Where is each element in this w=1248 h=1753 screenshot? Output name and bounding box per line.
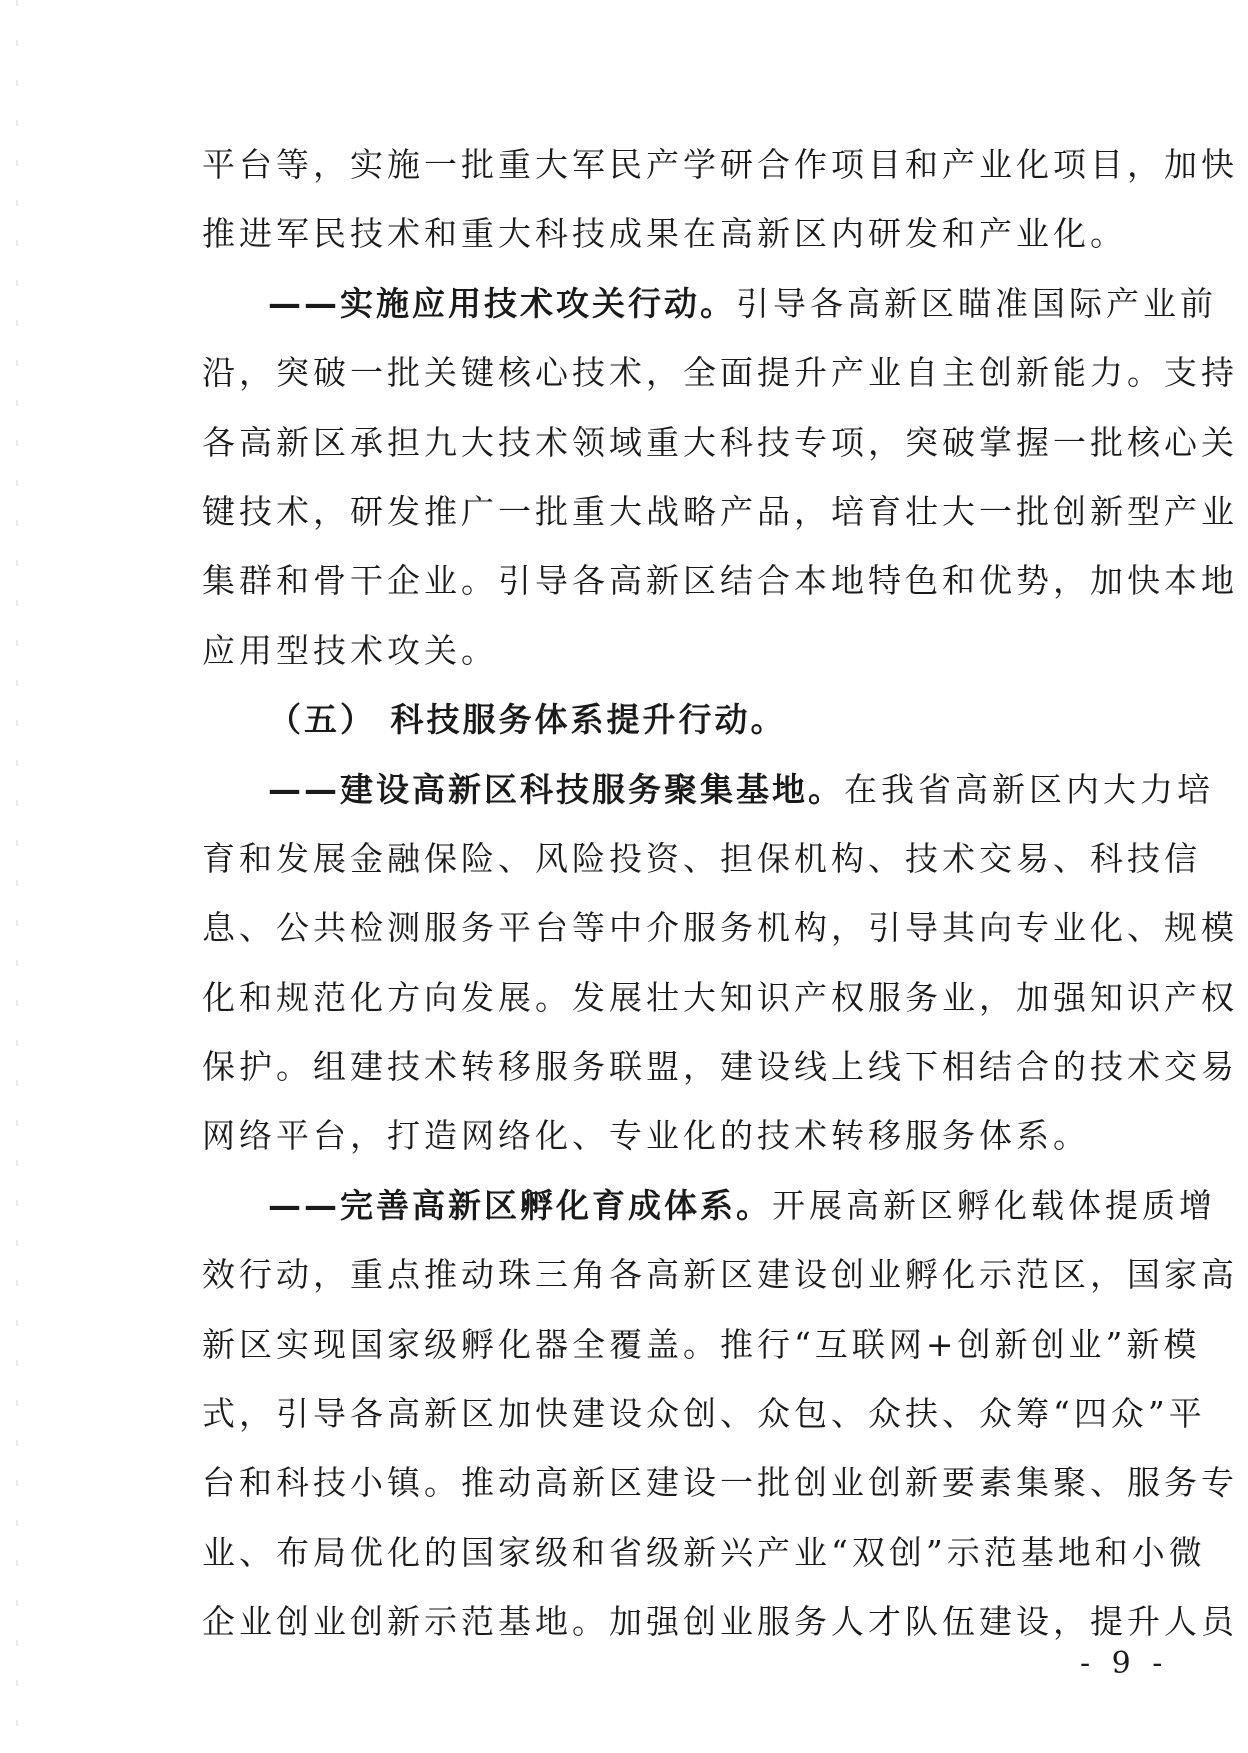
section-heading: （五） 科技服务体系提升行动。 [268,700,787,740]
text-line: ——实施应用技术攻关行动。引导各高新区瞄准国际产业前 [268,283,1217,323]
text-line: 台和科技小镇。推动高新区建设一批创业创新要素集聚、服务专 [202,1463,1238,1503]
text-line: 育和发展金融保险、风险投资、担保机构、技术交易、科技信 [202,838,1201,878]
page-number: - 9 - [1080,1646,1169,1681]
text-line: 新区实现国家级孵化器全覆盖。推行“互联网+创新创业”新模 [202,1324,1201,1364]
text-line: 集群和骨干企业。引导各高新区结合本地特色和优势，加快本地 [202,561,1238,601]
text-line: 业、布局优化的国家级和省级新兴产业“双创”示范基地和小微 [202,1532,1206,1572]
text-line: 效行动，重点推动珠三角各高新区建设创业孵化示范区，国家高 [202,1255,1238,1295]
text-line: 应用型技术攻关。 [202,630,498,670]
text-line: 推进军民技术和重大科技成果在高新区内研发和产业化。 [202,214,1127,254]
text-line: 网络平台，打造网络化、专业化的技术转移服务体系。 [202,1116,1090,1156]
body-text [202,136,1238,1663]
text-line: ——建设高新区科技服务聚集基地。在我省高新区内大力培 [268,769,1214,809]
text-line: 化和规范化方向发展。发展壮大知识产权服务业，加强知识产权 [202,977,1238,1017]
text-line: 各高新区承担九大技术领域重大科技专项，突破掌握一批核心关 [202,422,1238,462]
text-line: 沿，突破一批关键核心技术，全面提升产业自主创新能力。支持 [202,353,1238,393]
bold-lead: ——实施应用技术攻关行动。 [268,283,736,323]
text-line: ——完善高新区孵化育成体系。开展高新区孵化载体提质增 [268,1185,1216,1225]
text-line: 键技术，研发推广一批重大战略产品，培育壮大一批创新型产业 [202,491,1238,531]
text-line: 息、公共检测服务平台等中介服务机构，引导其向专业化、规模 [202,908,1238,948]
bold-lead: ——建设高新区科技服务聚集基地。 [268,769,844,809]
bold-lead: ——完善高新区孵化育成体系。 [268,1185,772,1225]
text-line: 式，引导各高新区加快建设众创、众包、众扶、众筹“四众”平 [202,1394,1206,1434]
text-line: 企业创业创新示范基地。加强创业服务人才队伍建设，提升人员 [202,1602,1238,1642]
text-line: 平台等，实施一批重大军民产学研合作项目和产业化项目，加快 [202,145,1238,184]
text-line: 保护。组建技术转移服务联盟，建设线上线下相结合的技术交易 [202,1047,1238,1087]
scan-edge-mark [16,0,18,1753]
